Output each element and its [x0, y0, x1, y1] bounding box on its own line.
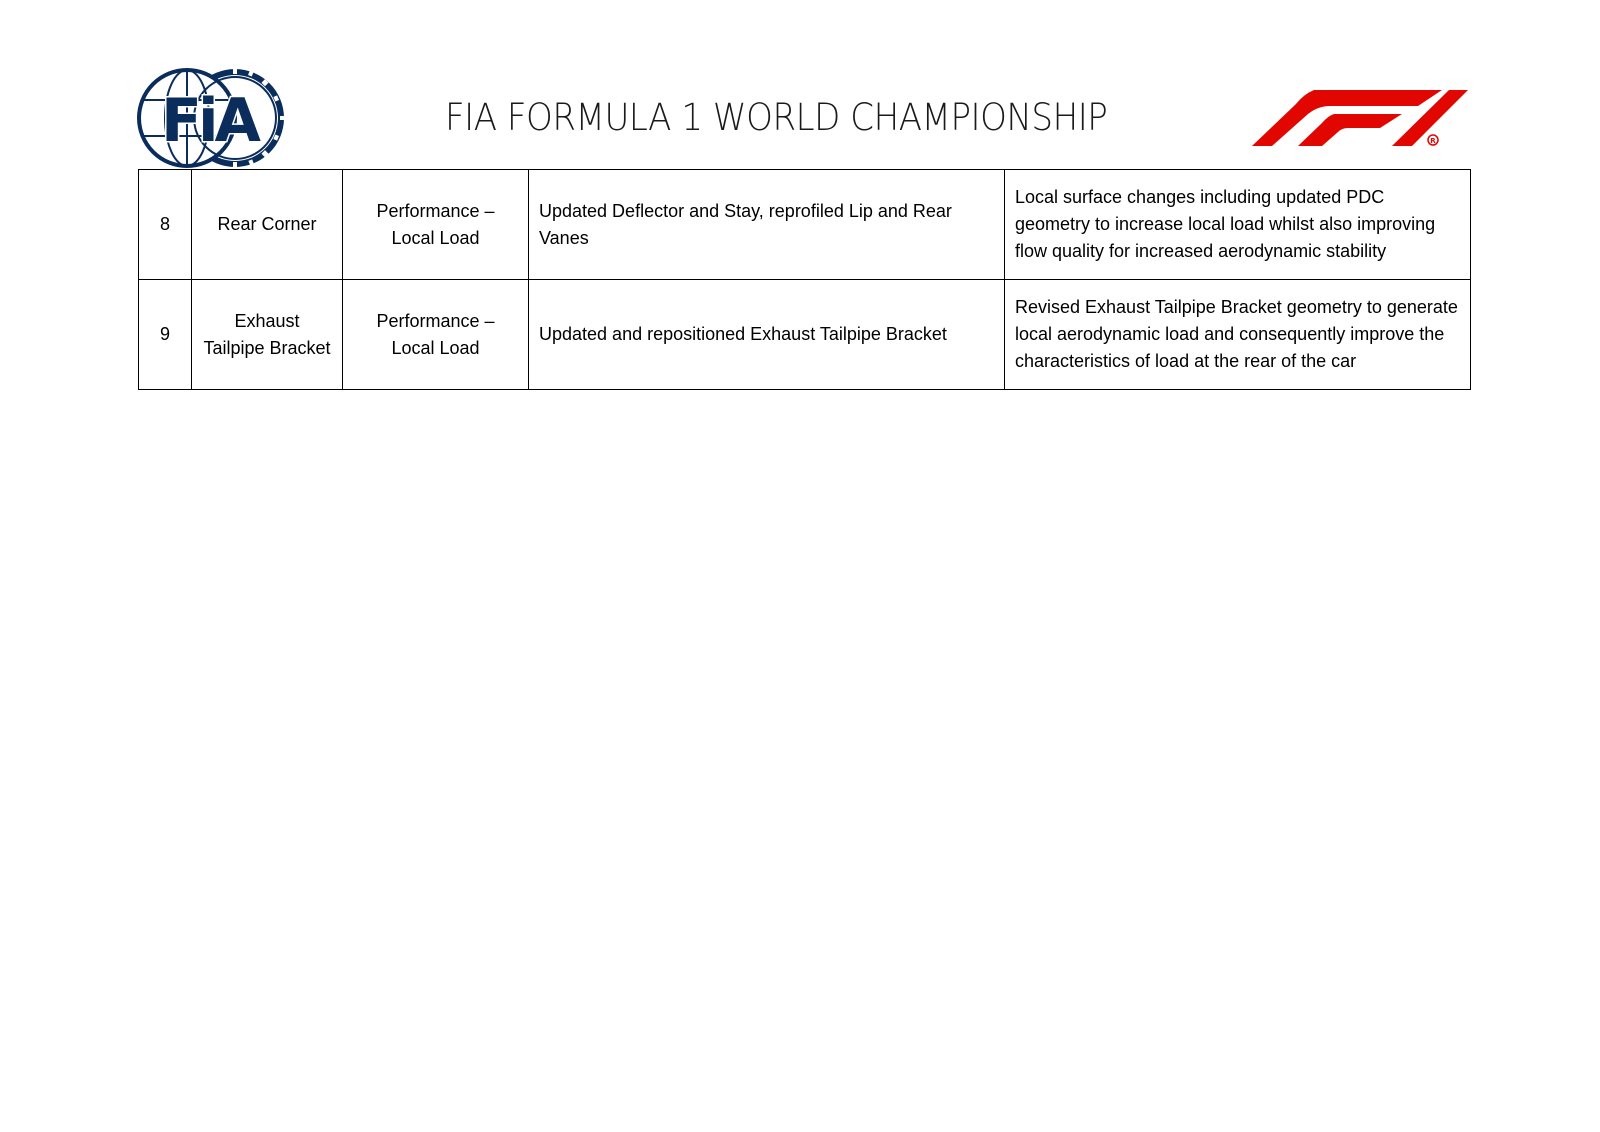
- updates-table: [138, 169, 1471, 390]
- detailed-description: Local surface changes including updated PDC geometry to increase local load whilst also improving flow quality for increased aerodynamic stability: [1005, 170, 1471, 280]
- row-number: 8: [139, 170, 192, 280]
- f1-logo: [1252, 90, 1468, 148]
- update-category: Performance – Local Load: [343, 170, 529, 280]
- component-name: Exhaust Tailpipe Bracket: [192, 280, 343, 390]
- row-number: 9: [139, 280, 192, 390]
- svg-text:R: R: [1430, 137, 1436, 145]
- component-name: Rear Corner: [192, 170, 343, 280]
- brief-description: Updated and repositioned Exhaust Tailpipe Bracket: [529, 280, 1005, 390]
- brief-description: Updated Deflector and Stay, reprofiled Lip and Rear Vanes: [529, 170, 1005, 280]
- fia-logo: [137, 68, 287, 168]
- detailed-description: Revised Exhaust Tailpipe Bracket geometry to generate local aerodynamic load and consequently improve the characteristics of load at the rear of the car: [1005, 280, 1471, 390]
- page-header: [0, 0, 1600, 170]
- table-row: [139, 280, 1471, 390]
- page-title: FIA FORMULA 1 WORLD CHAMPIONSHIP: [445, 96, 1108, 139]
- update-category: Performance – Local Load: [343, 280, 529, 390]
- svg-text:FiA: FiA: [161, 86, 257, 156]
- table-row: [139, 170, 1471, 280]
